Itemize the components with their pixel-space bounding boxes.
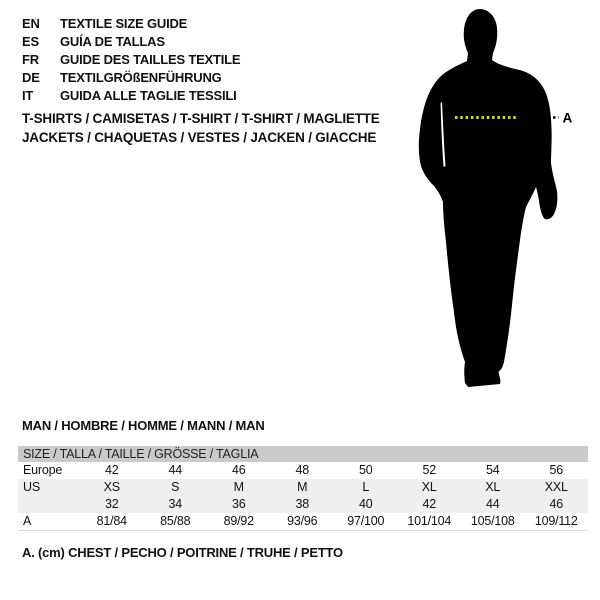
language-code: IT bbox=[22, 87, 34, 103]
table-cell: 101/104 bbox=[407, 514, 452, 528]
table-row-us-numeric bbox=[18, 496, 588, 513]
row-label: Europe bbox=[23, 463, 63, 477]
table-cell: 93/96 bbox=[287, 514, 318, 528]
size-table bbox=[18, 446, 588, 531]
language-row bbox=[22, 86, 240, 104]
language-code: EN bbox=[22, 15, 40, 31]
language-row bbox=[22, 68, 240, 86]
language-title: GUÍA DE TALLAS bbox=[60, 33, 165, 49]
table-cell: 81/84 bbox=[96, 514, 127, 528]
table-cell: 36 bbox=[231, 497, 246, 511]
language-code: FR bbox=[22, 51, 39, 67]
table-cell: XL bbox=[421, 480, 437, 494]
table-cell: 46 bbox=[549, 497, 563, 511]
table-cell: XL bbox=[485, 480, 501, 494]
table-cell: 54 bbox=[485, 463, 500, 477]
table-cell: 40 bbox=[358, 497, 373, 511]
table-cell: 38 bbox=[295, 497, 309, 511]
table-row-us bbox=[18, 479, 588, 496]
table-cell: 50 bbox=[358, 463, 373, 477]
measurement-footnote: A. (cm) CHEST / PECHO / POITRINE / TRUHE / PETTO bbox=[22, 545, 343, 560]
table-cell: 56 bbox=[549, 463, 563, 477]
section-title-man: MAN / HOMBRE / HOMME / MANN / MAN bbox=[22, 418, 265, 433]
language-row bbox=[22, 14, 240, 32]
table-cell: 32 bbox=[104, 497, 119, 511]
language-title: TEXTILE SIZE GUIDE bbox=[60, 15, 188, 31]
table-row-chest-a bbox=[18, 513, 588, 530]
man-silhouette-shape bbox=[419, 9, 558, 387]
language-row bbox=[22, 50, 240, 68]
row-label bbox=[18, 496, 80, 513]
table-cell: M bbox=[297, 480, 308, 494]
table-cell: 46 bbox=[231, 463, 246, 477]
table-cell: 42 bbox=[104, 463, 119, 477]
table-cell: 44 bbox=[168, 463, 182, 477]
language-code: DE bbox=[22, 69, 40, 85]
table-cell: 85/88 bbox=[160, 514, 191, 528]
table-cell: 34 bbox=[168, 497, 182, 511]
man-silhouette-figure bbox=[400, 0, 600, 400]
table-cell: M bbox=[233, 480, 244, 494]
table-cell: 89/92 bbox=[223, 514, 254, 528]
measure-label-a: A bbox=[562, 110, 573, 126]
language-row bbox=[22, 32, 240, 50]
table-cell: 48 bbox=[295, 463, 309, 477]
table-cell: 42 bbox=[422, 497, 436, 511]
row-label: A bbox=[23, 514, 32, 528]
table-cell: S bbox=[171, 480, 180, 494]
language-title: GUIDA ALLE TAGLIE TESSILI bbox=[60, 87, 237, 103]
size-table-header: SIZE / TALLA / TAILLE / GRÖSSE / TAGLIA bbox=[18, 446, 588, 462]
category-jackets: JACKETS / CHAQUETAS / VESTES / JACKEN / GIACCHE bbox=[22, 130, 377, 145]
table-cell: 52 bbox=[422, 463, 436, 477]
table-cell: 97/100 bbox=[347, 514, 385, 528]
man-silhouette-svg bbox=[400, 0, 600, 400]
language-code: ES bbox=[22, 33, 39, 49]
language-title: GUIDE DES TAILLES TEXTILE bbox=[60, 51, 241, 67]
row-label: US bbox=[23, 480, 40, 494]
table-cell: L bbox=[362, 480, 370, 494]
table-row-europe bbox=[18, 462, 588, 479]
language-title: TEXTILGRÖßENFÜHRUNG bbox=[60, 69, 222, 85]
language-list bbox=[22, 14, 240, 104]
table-cell: XS bbox=[103, 480, 120, 494]
category-tshirts: T-SHIRTS / CAMISETAS / T-SHIRT / T-SHIRT / MAGLIETTE bbox=[22, 111, 380, 126]
table-cell: 109/112 bbox=[534, 514, 578, 528]
table-cell: XXL bbox=[544, 480, 568, 494]
garment-categories bbox=[22, 109, 380, 147]
table-cell: 105/108 bbox=[470, 514, 515, 528]
table-cell: 44 bbox=[485, 497, 500, 511]
